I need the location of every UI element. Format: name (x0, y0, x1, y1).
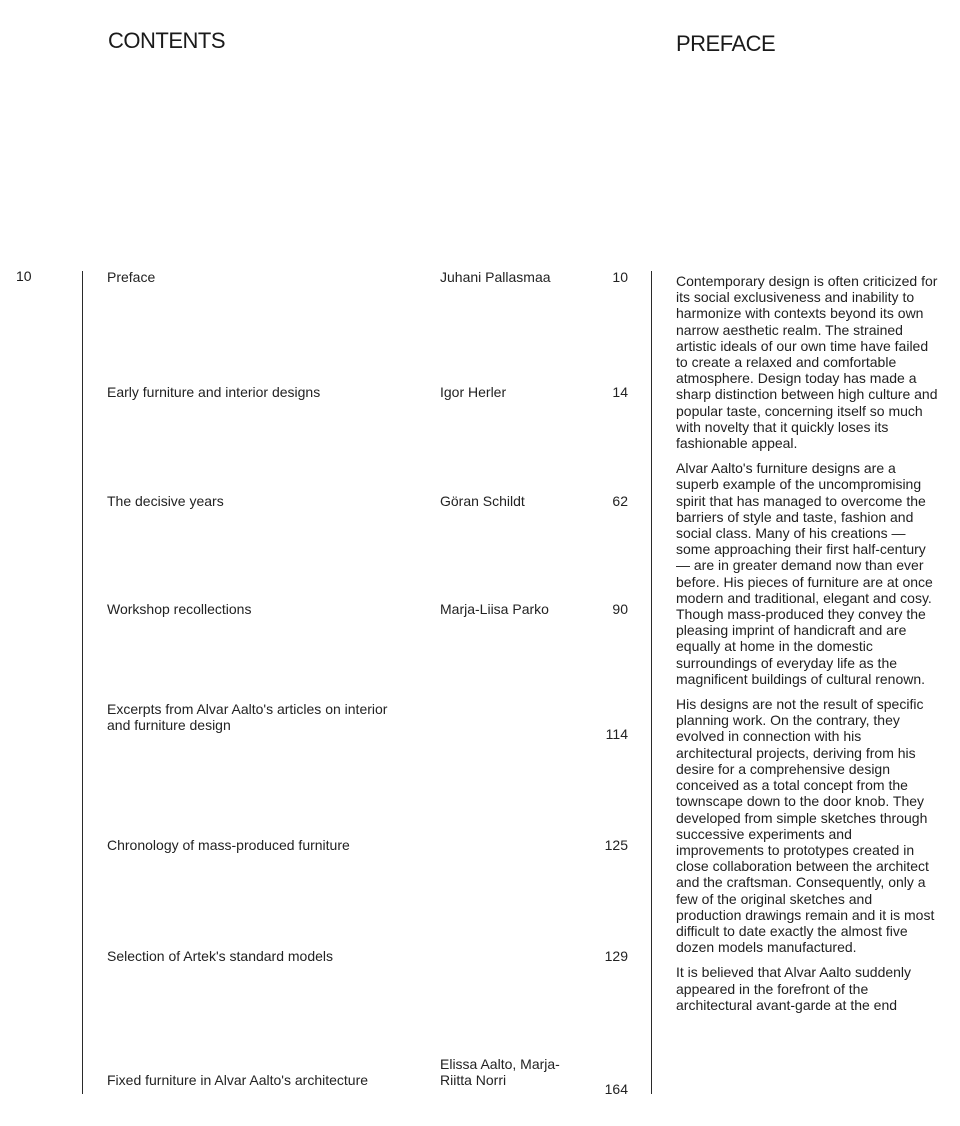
toc-entry-title: Early furniture and interior designs (107, 384, 321, 400)
toc-entry-title: Chronology of mass-produced furniture (107, 837, 350, 853)
right-divider-rule (651, 271, 652, 1094)
preface-paragraph: It is believed that Alvar Aalto suddenly appeared in the forefront of the architectural avant-garde at the end (676, 964, 912, 1013)
toc-entry-title: Preface (107, 269, 156, 285)
toc-entry-fixed-furniture[interactable] (0, 1056, 640, 1096)
toc-entry-author: Juhani Pallasmaa (440, 269, 551, 285)
toc-entry-author: Marja-Liisa Parko (440, 601, 549, 617)
toc-entry-author: Elissa Aalto, Marja-Riitta Norri (440, 1056, 560, 1088)
toc-entry-chronology[interactable] (0, 813, 640, 853)
toc-entry-title: Workshop recollections (107, 601, 252, 617)
toc-entry-author: Göran Schildt (440, 493, 525, 509)
page-number: 10 (16, 268, 32, 284)
toc-entry-page: 10 (612, 269, 628, 285)
preface-paragraph: Alvar Aalto's furniture designs are a superb example of the uncompromising spirit that has managed to overcome the barriers of style and taste, fashion and social class. Many of his creations — some approaching their first half-century — are in greater demand now than ever before. His pieces of furniture are at once modern and traditional, elegant and cosy. Though mass-produced they convey the pleasing imprint of handicraft and are equally at home in the domestic surroundings of everyday life as the magnificent buildings of cultural renown. (676, 460, 933, 687)
preface-paragraph: Contemporary design is often criticized for its social exclusiveness and inability to harmonize with contexts beyond its own narrow aesthetic realm. The strained artistic ideals of our own time have failed to create a relaxed and comfortable atmosphere. Design today has made a sharp distinction between high culture and popular taste, concerning itself so much with novelty that it quickly loses its fashionable appeal. (676, 273, 938, 452)
toc-entry-page: 14 (612, 384, 628, 400)
toc-entry-page: 114 (605, 726, 628, 742)
toc-entry-title: The decisive years (107, 493, 224, 509)
toc-entry-page: 164 (604, 1081, 628, 1097)
preface-heading: PREFACE (676, 31, 776, 56)
toc-entry-title: Fixed furniture in Alvar Aalto's architecture (107, 1072, 369, 1088)
toc-entry-artek-models[interactable] (0, 924, 640, 964)
preface-paragraph: His designs are not the result of specific planning work. On the contrary, they evolved in connection with his architectural projects, deriving from his desire for a comprehensive design conceived as a total concept from the townscape down to the door knob. They developed from simple sketches through successive experiments and improvements to prototypes created in close collaboration between the architect and the craftsman. Consequently, only a few of the original sketches and production drawings remain and it is most difficult to date exactly the almost five dozen models manufactured. (676, 696, 935, 956)
toc-entry-preface[interactable] (0, 245, 640, 285)
contents-heading: CONTENTS (108, 28, 225, 53)
toc-entry-author: Igor Herler (440, 384, 507, 400)
preface-body (676, 273, 938, 1022)
toc-entry-decisive-years[interactable] (0, 469, 640, 509)
toc-entry-title: Selection of Artek's standard models (107, 948, 334, 964)
toc-entry-page: 62 (612, 493, 628, 509)
toc-entry-page: 129 (604, 948, 628, 964)
toc-entry-early-furniture[interactable] (0, 360, 640, 400)
toc-entry-excerpts[interactable] (0, 701, 640, 741)
toc-entry-workshop-recollections[interactable] (0, 577, 640, 617)
toc-entry-title: Excerpts from Alvar Aalto's articles on interior and furniture design (107, 701, 388, 733)
toc-entry-page: 125 (604, 837, 628, 853)
toc-entry-page: 90 (612, 601, 628, 617)
